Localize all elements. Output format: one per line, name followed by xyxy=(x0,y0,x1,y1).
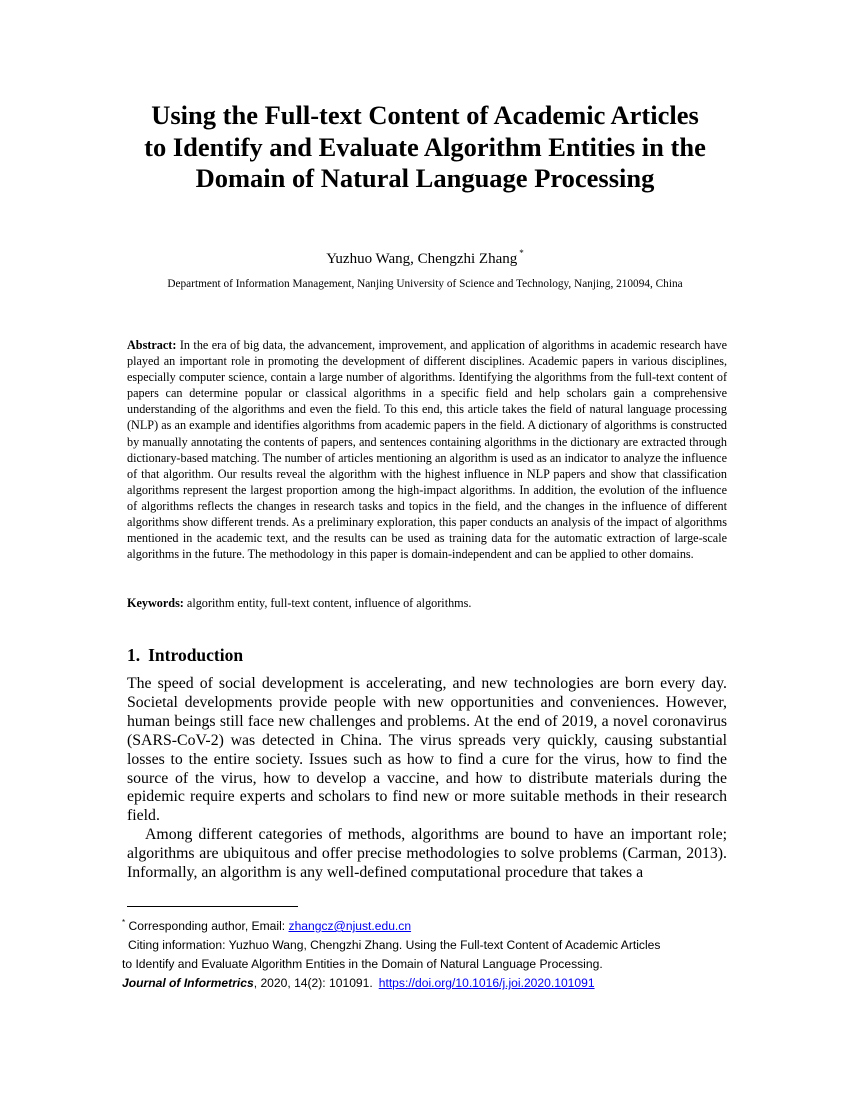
paper-title xyxy=(100,100,750,195)
author-names: Yuzhuo Wang, Chengzhi Zhang xyxy=(326,251,518,267)
title-line-2: to Identify and Evaluate Algorithm Entities in the xyxy=(144,131,706,162)
section-heading-introduction xyxy=(127,645,243,665)
corresponding-label: Corresponding author, Email: xyxy=(128,919,286,933)
footnote-citing-line-3 xyxy=(122,974,742,993)
journal-name: Journal of Informetrics xyxy=(122,976,254,990)
footnote-corresponding-line xyxy=(122,913,742,936)
abstract xyxy=(127,337,727,562)
section-title: Introduction xyxy=(148,645,244,665)
section-number: 1. xyxy=(127,645,141,665)
introduction-body xyxy=(127,675,727,883)
footnote-mark: * xyxy=(122,918,126,927)
footnote-divider xyxy=(127,906,298,907)
abstract-text: In the era of big data, the advancement, improvement, and application of algorithms in academic research have played an important role in promoting the development of different disciplines. Academic papers in various disciplines, especially computer science, contain a large number of algorithms. Identifying the algorithms from the full-text content of papers can determine popular or classical algorithms in a specific field and help scholars gain a comprehensive understanding of the algorithms and even the field. To this end, this article takes the field of natural language processing (NLP) as an example and identifies algorithms from academic papers in the field. A dictionary of algorithms is constructed by manually annotating the contents of papers, and sentences containing algorithms in the dictionary are extracted through dictionary-based matching. The number of articles mentioning an algorithm is used as an indicator to analyze the influence of that algorithm. Our results reveal the algorithm with the highest influence in NLP papers and show that classification algorithms represent the largest proportion among the high-impact algorithms. In addition, the evolution of the influence of algorithms reflects the changes in research tasks and topics in the field, and the changes in the influence of different algorithms show different trends. As a preliminary exploration, this paper conducts an analysis of the impact of algorithms mentioned in the academic text, and the results can be used as training data for the automatic extraction of large-scale algorithms in the future. The methodology in this paper is domain-independent and can be applied to other domains. xyxy=(127,338,728,562)
citing-text-2: to Identify and Evaluate Algorithm Entities in the Domain of Natural Language Processing. xyxy=(122,957,603,971)
keywords-label: Keywords: xyxy=(127,596,184,610)
footnote xyxy=(122,913,742,993)
author-list xyxy=(0,244,850,268)
corresponding-author-mark: * xyxy=(519,248,524,258)
doi-link[interactable]: https://doi.org/10.1016/j.joi.2020.101091 xyxy=(378,976,595,990)
keywords-text: algorithm entity, full-text content, influence of algorithms. xyxy=(186,596,472,610)
keywords xyxy=(127,595,727,611)
author-email-link[interactable]: zhangcz@njust.edu.cn xyxy=(288,919,412,933)
intro-paragraph-1: The speed of social development is accelerating, and new technologies are born every day. Societal developments provide people with new opportunities and conveniences. However, human beings still face new challenges and problems. At the end of 2019, a novel coronavirus (SARS-CoV-2) was detected in China. The virus spreads very quickly, causing substantial losses to the entire society. Issues such as how to find a cure for the virus, how to find the source of the virus, how to develop a vaccine, and how to distribute materials during the epidemic require experts and scholars to find new or more suitable methods in their research field. xyxy=(127,675,727,825)
intro-paragraph-2: Among different categories of methods, algorithms are bound to have an important role; algorithms are ubiquitous and offer precise methodologies to solve problems (Carman, 2013). Informally, an algorithm is any well-defined computational procedure that takes a xyxy=(127,826,727,882)
title-line-3: Domain of Natural Language Processing xyxy=(195,163,655,193)
footnote-citing-line-2 xyxy=(122,955,742,974)
affiliation: Department of Information Management, Nanjing University of Science and Technology, Nanjing, 210094, China xyxy=(167,278,683,290)
volume-info: , 2020, 14(2): 101091. xyxy=(253,976,373,990)
abstract-label: Abstract: xyxy=(127,338,177,352)
footnote-citing-line-1 xyxy=(122,936,742,955)
title-line-1: Using the Full-text Content of Academic Articles xyxy=(151,100,699,130)
citing-text-1: Citing information: Yuzhuo Wang, Chengzhi Zhang. Using the Full-text Content of Academic Articles xyxy=(128,938,661,952)
